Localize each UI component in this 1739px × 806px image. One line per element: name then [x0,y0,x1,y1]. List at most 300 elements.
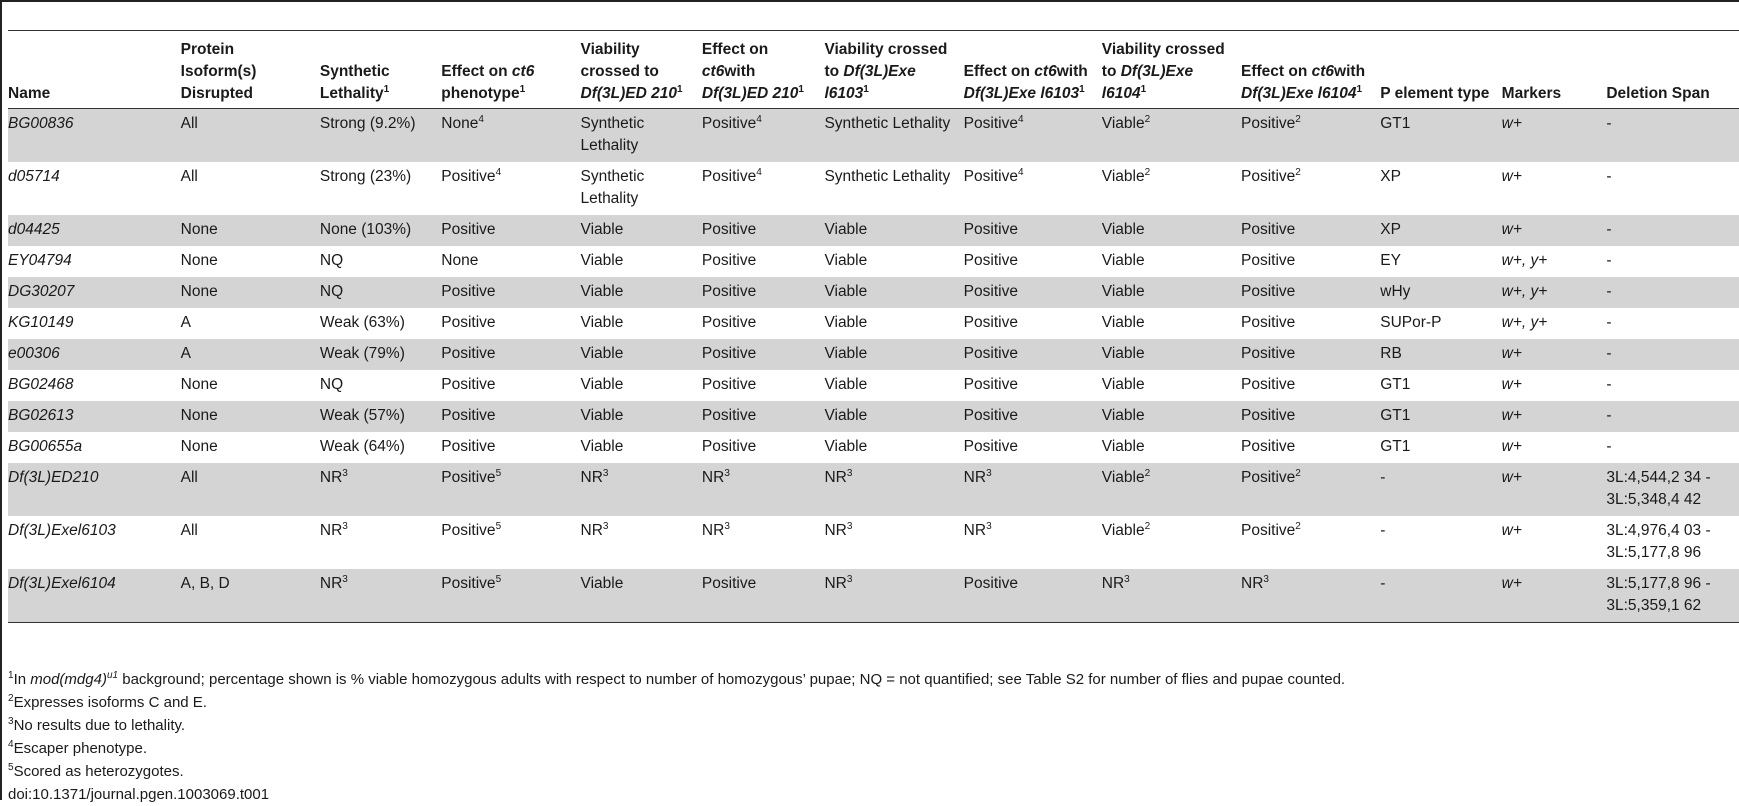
footnote-marker: 3 [342,520,348,532]
table-cell [702,246,825,277]
table-cell [581,109,702,163]
text-run: Positive [441,575,496,592]
table-cell [8,370,181,401]
text-run: BG00836 [8,115,74,132]
table-cell [964,109,1102,163]
table-cell [1102,463,1241,516]
text-run: Positive [1241,376,1296,393]
text-run: A [180,345,191,362]
text-run: w+ [1501,376,1522,393]
table-cell [1380,109,1501,163]
table-cell [320,516,441,569]
table-cell [441,215,580,246]
table-cell [320,463,441,516]
table-cell [581,215,702,246]
table-cell [1241,516,1380,569]
text-run: All [180,469,198,486]
table-cell [441,277,580,308]
table-cell [581,308,702,339]
table-cell [320,339,441,370]
text-run: Strong (23%) [319,168,412,185]
text-run: Scored as heterozygotes. [13,763,184,780]
table-cell [1606,516,1739,569]
text-run: Positive [1241,221,1296,238]
text-run: Positive [701,221,757,238]
footnote [8,668,1728,691]
text-run: NR [701,522,725,539]
table-cell [702,569,825,623]
table-row [8,516,1739,569]
text-run: NR [1101,575,1125,592]
footnote-marker: 3 [986,467,992,479]
table-cell [1606,215,1739,246]
table-cell [702,463,825,516]
text-run: Viable [824,438,868,455]
table-cell [1241,109,1380,163]
text-run: Strong (9.2%) [319,115,416,132]
table-cell [581,162,702,215]
table-cell [581,401,702,432]
text-run: - [1606,314,1612,331]
text-run: Viable [1101,283,1145,300]
table-cell [1102,162,1241,215]
table-cell [824,432,963,463]
table-cell [702,401,825,432]
footnote-marker: 1 [676,83,683,95]
text-run: Positive [1241,522,1296,539]
text-run: - [1606,115,1612,132]
table-cell [8,339,181,370]
text-run: Effect on [441,63,512,80]
footnote-marker: 1 [798,83,804,95]
text-run: Viable [1101,314,1145,331]
text-run: 3L:4,544,2 34 - 3L:5,348,4 42 [1606,469,1711,508]
text-run: None [180,407,218,424]
column-header [964,35,1102,109]
table-row [8,109,1739,163]
text-run: Positive [441,221,496,238]
text-run: Df(3L)ED210 [8,469,99,486]
text-run: Viability crossed to [1101,41,1225,80]
footnote-marker: 2 [1144,467,1151,479]
table-cell [1502,162,1607,215]
table-cell [964,246,1102,277]
column-header [8,35,181,109]
footnote-marker: 3 [342,573,348,585]
text-run: A, B, D [180,575,230,592]
table-cell [1502,463,1607,516]
table-cell [320,308,441,339]
table-cell [181,463,320,516]
text-run: BG00655a [8,438,83,455]
text-run: w+ [1501,115,1522,132]
table-cell [1606,162,1739,215]
text-run: Viable [580,575,624,592]
text-run: Viable [580,221,624,238]
text-run: EY04794 [8,252,72,269]
table-cell [1380,463,1501,516]
footnote-marker: 2 [1295,467,1301,479]
text-run: with [1334,63,1366,80]
table-cell [581,516,702,569]
text-run: DG30207 [8,283,75,300]
text-run: Weak (63%) [319,314,405,331]
column-header [1606,35,1739,109]
table-cell [1102,401,1241,432]
table-cell [581,339,702,370]
table-cell [581,463,702,516]
footnote-marker: 2 [1295,166,1301,178]
table-top-strip [2,2,1739,31]
footnote-marker: 3 [1124,573,1130,585]
text-run: - [1380,575,1386,592]
text-run: 3L:4,976,4 03 - 3L:5,177,8 96 [1606,522,1711,561]
table-cell [441,308,580,339]
table-row [8,246,1739,277]
text-run: NR [963,522,987,539]
table-cell [581,370,702,401]
text-run: Positive [701,345,757,362]
footnote-marker: 2 [8,693,14,704]
table-cell [1380,162,1501,215]
text-run: Positive [963,314,1018,331]
doi-text: doi:10.1371/journal.pgen.1003069.t001 [8,786,270,803]
text-run: No results due to lethality. [13,717,186,734]
text-run: A [180,314,191,331]
column-header [702,35,825,109]
table-cell [1502,308,1607,339]
text-run: Effect on [1241,63,1312,80]
table-cell [320,162,441,215]
table-cell [1241,246,1380,277]
text-run: Viable [1101,115,1145,132]
text-run: e00306 [8,345,60,362]
text-run: Positive [963,345,1018,362]
table-cell [1606,569,1739,623]
footnote-marker: 4 [1017,166,1024,178]
footnote-marker: 3 [602,467,609,479]
footnote-marker: u1 [106,670,119,681]
text-run: Viable [824,252,868,269]
text-run: Escaper phenotype. [13,740,147,757]
text-run: Positive [963,376,1018,393]
table-cell [181,109,320,163]
table-top-rule [8,30,1739,31]
table-cell [8,162,181,215]
table-cell [1102,215,1241,246]
table-cell [824,569,963,623]
footnote-marker: 3 [846,520,853,532]
table-cell [8,109,181,163]
text-run: Synthetic Lethality [580,115,645,154]
text-run: w+ [1501,575,1522,592]
table-row [8,277,1739,308]
text-run: Protein Isoform(s) Disrupted [180,41,257,102]
text-run: Positive [441,522,496,539]
footnote [8,714,1728,737]
text-run: None [180,221,218,238]
table-cell [1606,401,1739,432]
text-run: NR [580,522,603,539]
footnote-marker: 3 [986,520,992,532]
table-cell [964,463,1102,516]
footnote-marker: 3 [1263,573,1269,585]
footnote-marker: 3 [342,467,348,479]
table-cell [8,246,181,277]
text-run: Viable [580,407,624,424]
table-cell [824,401,963,432]
table-cell [181,401,320,432]
footnote-list [8,668,1728,783]
table-cell [181,246,320,277]
table-cell [8,308,181,339]
table-cell [441,432,580,463]
table-cell [181,162,320,215]
text-run: w+, y+ [1501,283,1548,300]
text-run: Synthetic Lethality [580,168,645,207]
table-cell [8,215,181,246]
text-run: Weak (57%) [319,407,405,424]
table-cell [441,162,580,215]
table-cell [702,308,825,339]
text-run: RB [1380,345,1402,362]
text-run: Positive [1241,115,1296,132]
table-cell [1241,215,1380,246]
table-cell [8,569,181,623]
text-run: Name [8,85,51,102]
text-run: Effect on [963,63,1035,80]
table-cell [1102,277,1241,308]
text-run: Viable [824,283,868,300]
table-cell [702,339,825,370]
column-header [1102,35,1241,109]
footnote-marker: 3 [724,520,730,532]
table-cell [964,370,1102,401]
text-run: Positive [441,345,496,362]
text-run: Positive [963,252,1018,269]
text-run: Deletion Span [1606,85,1710,102]
table-footnotes [8,668,1728,806]
text-run: XP [1380,168,1401,185]
table-cell [8,463,181,516]
table-cell [1380,432,1501,463]
text-run: Positive [441,168,496,185]
table-cell [581,246,702,277]
table-cell [702,277,825,308]
text-run: mod(mdg4) [30,671,107,688]
table-cell [441,339,580,370]
table-cell [441,516,580,569]
table-cell [964,308,1102,339]
table-cell [1606,277,1739,308]
text-run: None [180,376,218,393]
table-row [8,463,1739,516]
text-run: Positive [963,407,1018,424]
text-run: Positive [701,115,757,132]
table-cell [824,277,963,308]
text-run: Df(3L)Exe l6103 [963,85,1080,102]
text-run: w+ [1501,438,1522,455]
footnote-marker: 4 [495,166,502,178]
table-cell [702,370,825,401]
text-run: Viable [580,252,624,269]
table-cell [702,215,825,246]
text-run: Synthetic Lethality [319,63,390,102]
table-cell [824,370,963,401]
table-cell [1241,401,1380,432]
table-cell [824,215,963,246]
table-cell [320,370,441,401]
table-cell [1502,246,1607,277]
text-run: NR [319,522,343,539]
table-cell [181,370,320,401]
text-run: with [1056,63,1088,80]
table-cell [1102,308,1241,339]
column-header [1502,35,1607,109]
table-cell [1502,370,1607,401]
text-run: NR [824,575,847,592]
table-cell [8,401,181,432]
table-cell [181,339,320,370]
text-run: Positive [1241,469,1296,486]
table-cell [824,339,963,370]
text-run: Positive [441,283,496,300]
table-cell [441,246,580,277]
text-run: Synthetic Lethality [824,168,951,185]
text-run: ct6 [1311,63,1335,80]
text-run: Expresses isoforms C and E. [13,694,207,711]
text-run: Viable [824,345,868,362]
table-cell [181,432,320,463]
text-run: Positive [1241,345,1296,362]
text-run: KG10149 [8,314,74,331]
table-cell [1102,516,1241,569]
text-run: wHy [1380,283,1411,300]
table-row [8,339,1739,370]
footnote [8,760,1728,783]
text-run: Positive [441,407,496,424]
text-run: Weak (79%) [319,345,405,362]
text-run: In [13,671,31,688]
text-run: Viable [1101,522,1145,539]
text-run: NQ [319,252,344,269]
table-cell [1380,516,1501,569]
text-run: Viable [1101,407,1145,424]
text-run: None [180,252,218,269]
table-cell [964,401,1102,432]
table-cell [181,215,320,246]
text-run: GT1 [1380,115,1411,132]
table-cell [8,432,181,463]
table-cell [824,246,963,277]
table-cell [1606,339,1739,370]
text-run: Positive [963,168,1018,185]
text-run: Viable [1101,221,1145,238]
text-run: Df(3L)Exe l6104 [1241,85,1357,102]
text-run: phenotype [441,85,520,102]
text-run: Viable [580,376,624,393]
table-cell [1380,277,1501,308]
table-cell [824,463,963,516]
footnote-marker: 3 [8,716,14,727]
text-run: Effect on [701,41,769,58]
footnote-marker: 2 [1144,520,1151,532]
footnote-marker: 2 [1295,520,1301,532]
text-run: Viable [1101,168,1145,185]
table-cell [581,277,702,308]
text-run: - [1380,469,1386,486]
text-run: Viable [1101,252,1145,269]
table-cell [1380,215,1501,246]
text-run: w+ [1501,469,1522,486]
text-run: None [441,252,479,269]
text-run: Positive [441,438,496,455]
text-run: Viable [580,314,624,331]
text-run: Viability crossed to [824,41,948,80]
footnote-marker: 1 [519,83,526,95]
table-cell [1502,401,1607,432]
table-cell [181,277,320,308]
text-run: GT1 [1380,438,1411,455]
table-cell [1502,516,1607,569]
table-cell [702,432,825,463]
text-run: d04425 [8,221,60,238]
text-run: None [180,438,218,455]
text-run: Positive [963,283,1018,300]
footnote-marker: 4 [8,739,14,750]
text-run: Positive [1241,407,1296,424]
text-run: Positive [1241,283,1296,300]
text-run: Viable [824,221,868,238]
footnote-marker: 5 [495,520,502,532]
text-run: Positive [701,438,757,455]
text-run: SUPor-P [1380,314,1442,331]
table-cell [1241,162,1380,215]
table-cell [1102,432,1241,463]
table-row [8,569,1739,623]
text-run: Positive [441,314,496,331]
footnote-marker: 3 [602,520,609,532]
column-header [1380,35,1501,109]
text-run: NQ [319,376,344,393]
table-cell [8,516,181,569]
footnote-marker: 4 [1017,113,1024,125]
footnote-marker: 2 [1144,113,1151,125]
column-header [581,35,702,109]
footnote-marker: 4 [478,113,484,125]
text-run: with [724,63,756,80]
table-cell [964,339,1102,370]
footnote-marker: 3 [724,467,730,479]
footnote-marker: 4 [756,113,762,125]
table-cell [320,432,441,463]
footnote [8,737,1728,760]
table-body [8,109,1739,623]
table-cell [1502,215,1607,246]
text-run: NR [580,469,603,486]
table-cell [1241,308,1380,339]
text-run: Viable [1101,345,1145,362]
footnote-marker: 5 [495,573,502,585]
text-run: background; percentage shown is % viable homozygous adults with respect to number of homozygous’ pupae; NQ = not quantified; see Table S2 for number of flies and pupae counted. [118,671,1346,688]
text-run: Positive [1241,438,1296,455]
text-run: BG02468 [8,376,74,393]
table-cell [1380,246,1501,277]
table-cell [1241,569,1380,623]
table-cell [441,569,580,623]
table-cell [964,569,1102,623]
table-cell [1102,569,1241,623]
